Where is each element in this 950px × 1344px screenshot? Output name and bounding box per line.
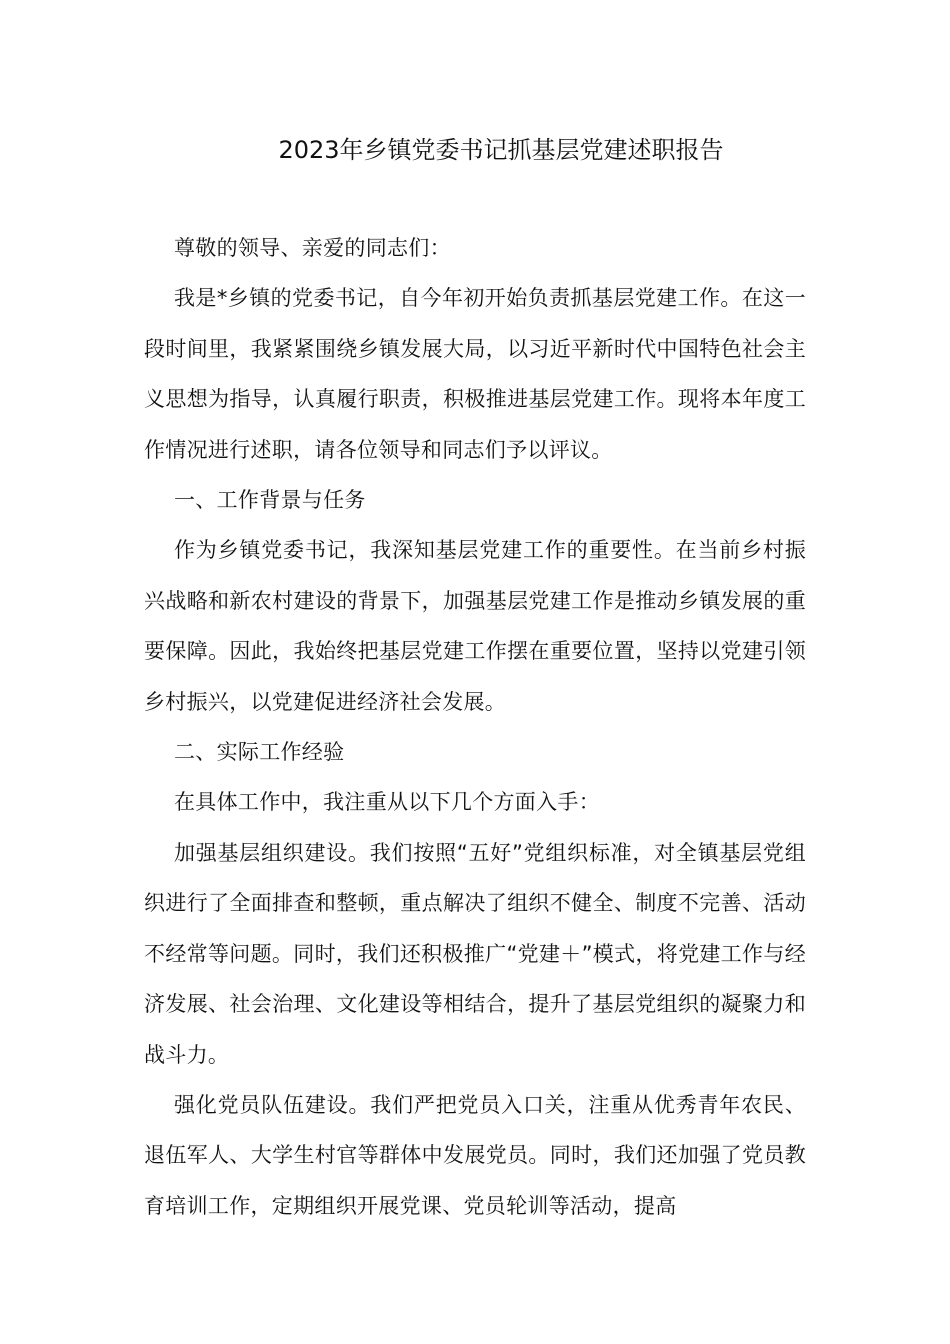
paragraph-party-members: 强化党员队伍建设。我们严把党员入口关，注重从优秀青年农民、退伍军人、大学生村官等群体中发展党员。同时，我们还加强了党员教育培训工作，定期组织开展党课、党员轮训等活动，提高	[144, 1092, 806, 1218]
section-heading-background: 一、工作背景与任务	[174, 488, 366, 513]
document-body	[144, 223, 806, 1231]
salutation: 尊敬的领导、亲爱的同志们：	[174, 236, 451, 260]
section-heading-experience: 二、实际工作经验	[174, 740, 345, 765]
paragraph-organization: 加强基层组织建设。我们按照“五好”党组织标准，对全镇基层党组织进行了全面排查和整顿，重点解决了组织不健全、制度不完善、活动不经常等问题。同时，我们还积极推广“党建＋”模式，将党建工作与经济发展、社会治理、文化建设等相结合，提升了基层党组织的凝聚力和战斗力。	[144, 840, 806, 1067]
paragraph-background: 作为乡镇党委书记，我深知基层党建工作的重要性。在当前乡村振兴战略和新农村建设的背景下，加强基层党建工作是推动乡镇发展的重要保障。因此，我始终把基层党建工作摆在重要位置，坚持以党建引领乡村振兴，以党建促进经济社会发展。	[144, 538, 806, 714]
paragraph-experience-intro: 在具体工作中，我注重从以下几个方面入手：	[174, 790, 600, 815]
paragraph-intro: 我是*乡镇的党委书记，自今年初开始负责抓基层党建工作。在这一段时间里，我紧紧围绕乡镇发展大局，以习近平新时代中国特色社会主义思想为指导，认真履行职责，积极推进基层党建工作。现将本年度工作情况进行述职，请各位领导和同志们予以评议。	[144, 286, 806, 462]
document-title: 2023年乡镇党委书记抓基层党建述职报告	[278, 136, 724, 164]
